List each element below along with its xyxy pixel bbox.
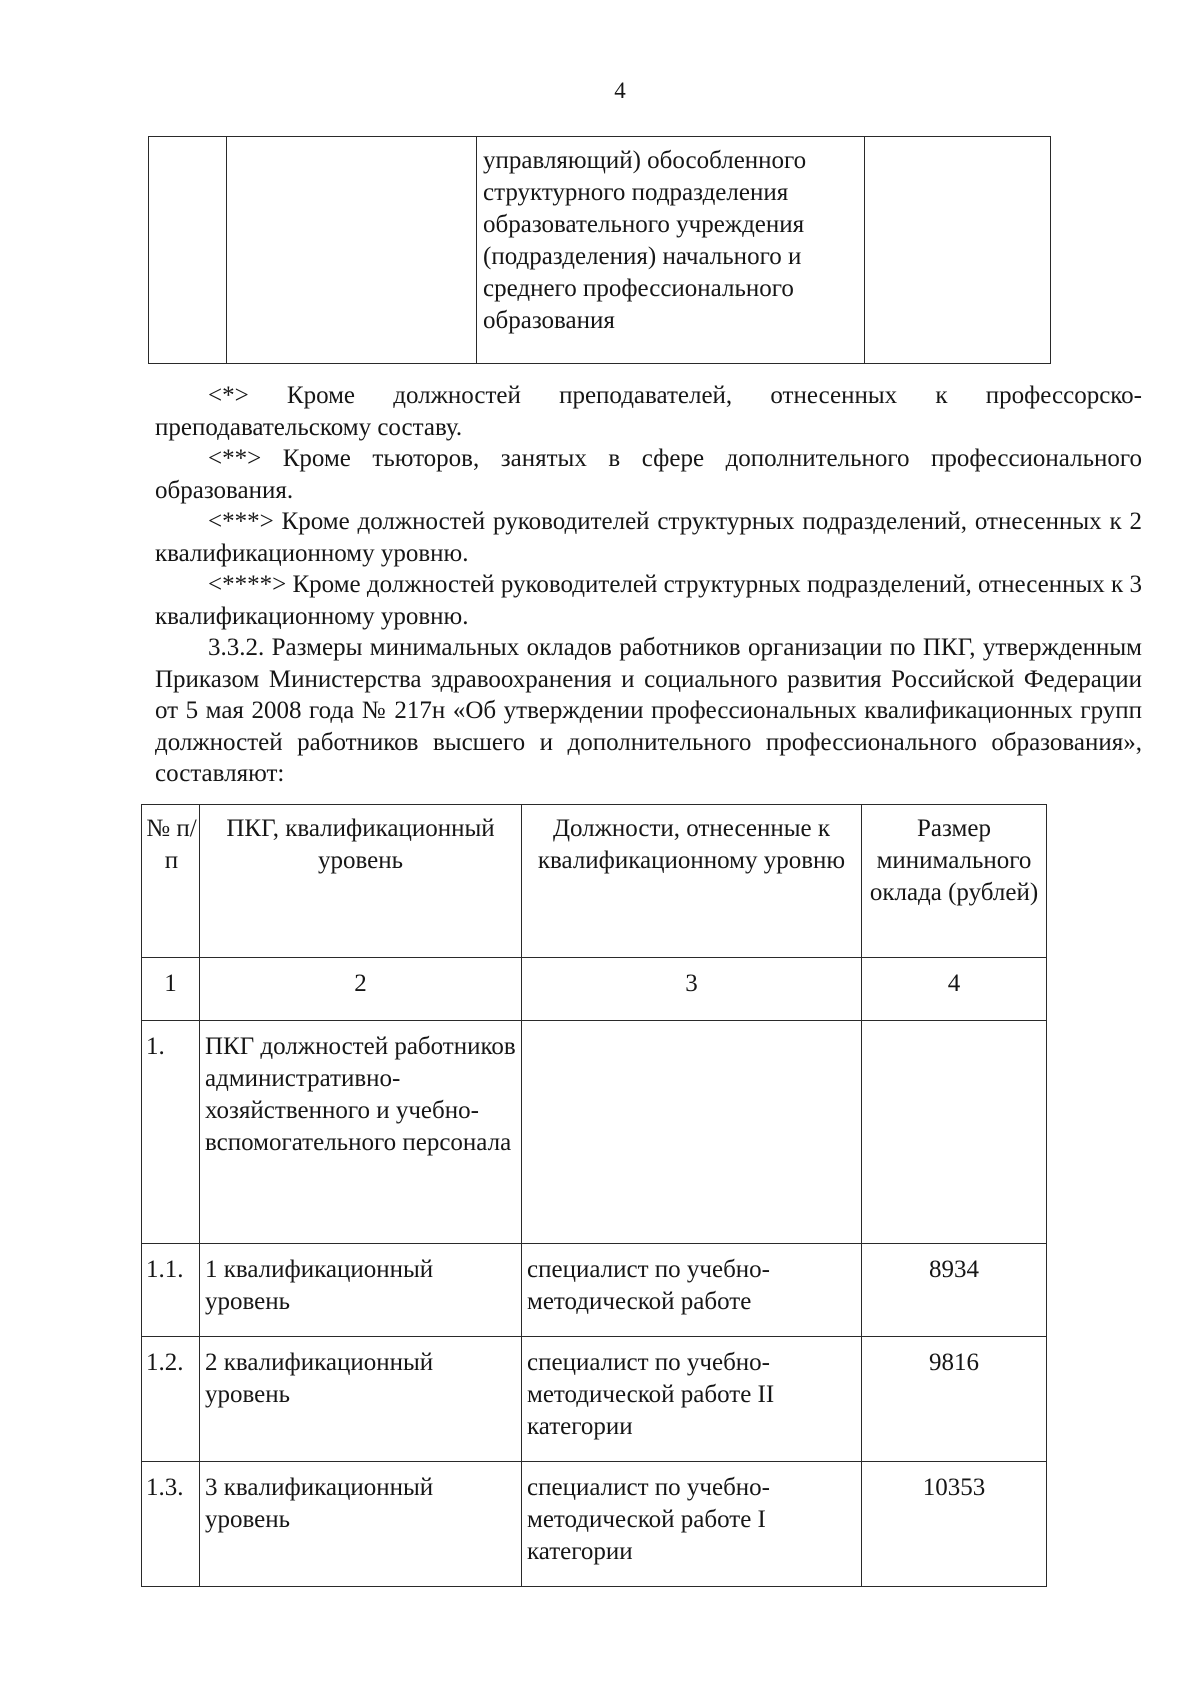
table-row: [142, 1021, 1047, 1244]
header-positions: Должности, отнесенные к квалификационному уровню: [522, 805, 862, 958]
continuation-table: [148, 136, 1051, 364]
row-number: 1.: [142, 1021, 200, 1244]
table-row: [142, 1337, 1047, 1462]
header-level: ПКГ, квалификационный уровень: [200, 805, 522, 958]
header-number: № п/п: [142, 805, 200, 958]
row-number: 1.2.: [142, 1337, 200, 1462]
row-position: специалист по учебно-методической работе: [522, 1244, 862, 1337]
row-position: [522, 1021, 862, 1244]
table-row: [149, 137, 1051, 364]
column-number-1: 1: [142, 958, 200, 1021]
table-header-row: [142, 805, 1047, 958]
salary-table: [141, 804, 1047, 1587]
row-position: специалист по учебно-методической работе II категории: [522, 1337, 862, 1462]
row-salary: 8934: [862, 1244, 1047, 1337]
table-row: [142, 1244, 1047, 1337]
column-number-4: 4: [862, 958, 1047, 1021]
column-numbers-row: [142, 958, 1047, 1021]
row-salary: [862, 1021, 1047, 1244]
row-salary: 10353: [862, 1462, 1047, 1587]
table-cell: [149, 137, 227, 364]
paragraph-3-3-2: 3.3.2. Размеры минимальных окладов работников организации по ПКГ, утвержденным Приказом Министерства здравоохранения и социального развития Российской Федерации от 5 мая 2008 года № 217н «Об утверждении профессиональных квалификационных групп должностей работников высшего и дополнительного профессионального образования», составляют:: [155, 634, 1142, 787]
table-cell-position-continuation: управляющий) обособленного структурного подразделения образовательного учреждения (подразделения) начального и среднего профессионального образования: [477, 137, 865, 364]
row-level: 2 квалификационный уровень: [200, 1337, 522, 1462]
column-number-2: 2: [200, 958, 522, 1021]
row-position: специалист по учебно-методической работе I категории: [522, 1462, 862, 1587]
row-salary: 9816: [862, 1337, 1047, 1462]
table-cell: [227, 137, 477, 364]
footnote-4: <****> Кроме должностей руководителей структурных подразделений, отнесенных к 3 квалификационному уровню.: [155, 571, 1142, 630]
table-cell: [865, 137, 1051, 364]
footnote-3: <***> Кроме должностей руководителей структурных подразделений, отнесенных к 2 квалификационному уровню.: [155, 508, 1142, 567]
table-row: [142, 1462, 1047, 1587]
column-number-3: 3: [522, 958, 862, 1021]
footnote-1: <*> Кроме должностей преподавателей, отнесенных к профессорско-преподавательскому составу.: [155, 382, 1142, 441]
row-number: 1.3.: [142, 1462, 200, 1587]
row-level: ПКГ должностей работников административно-хозяйственного и учебно-вспомогательного персонала: [200, 1021, 522, 1244]
row-level: 1 квалификационный уровень: [200, 1244, 522, 1337]
footnote-2: <**> Кроме тьюторов, занятых в сфере дополнительного профессионального образования.: [155, 445, 1142, 504]
footnotes-section: [155, 380, 1142, 790]
header-salary: Размер минимального оклада (рублей): [862, 805, 1047, 958]
page-number: 4: [614, 78, 626, 103]
row-number: 1.1.: [142, 1244, 200, 1337]
row-level: 3 квалификационный уровень: [200, 1462, 522, 1587]
